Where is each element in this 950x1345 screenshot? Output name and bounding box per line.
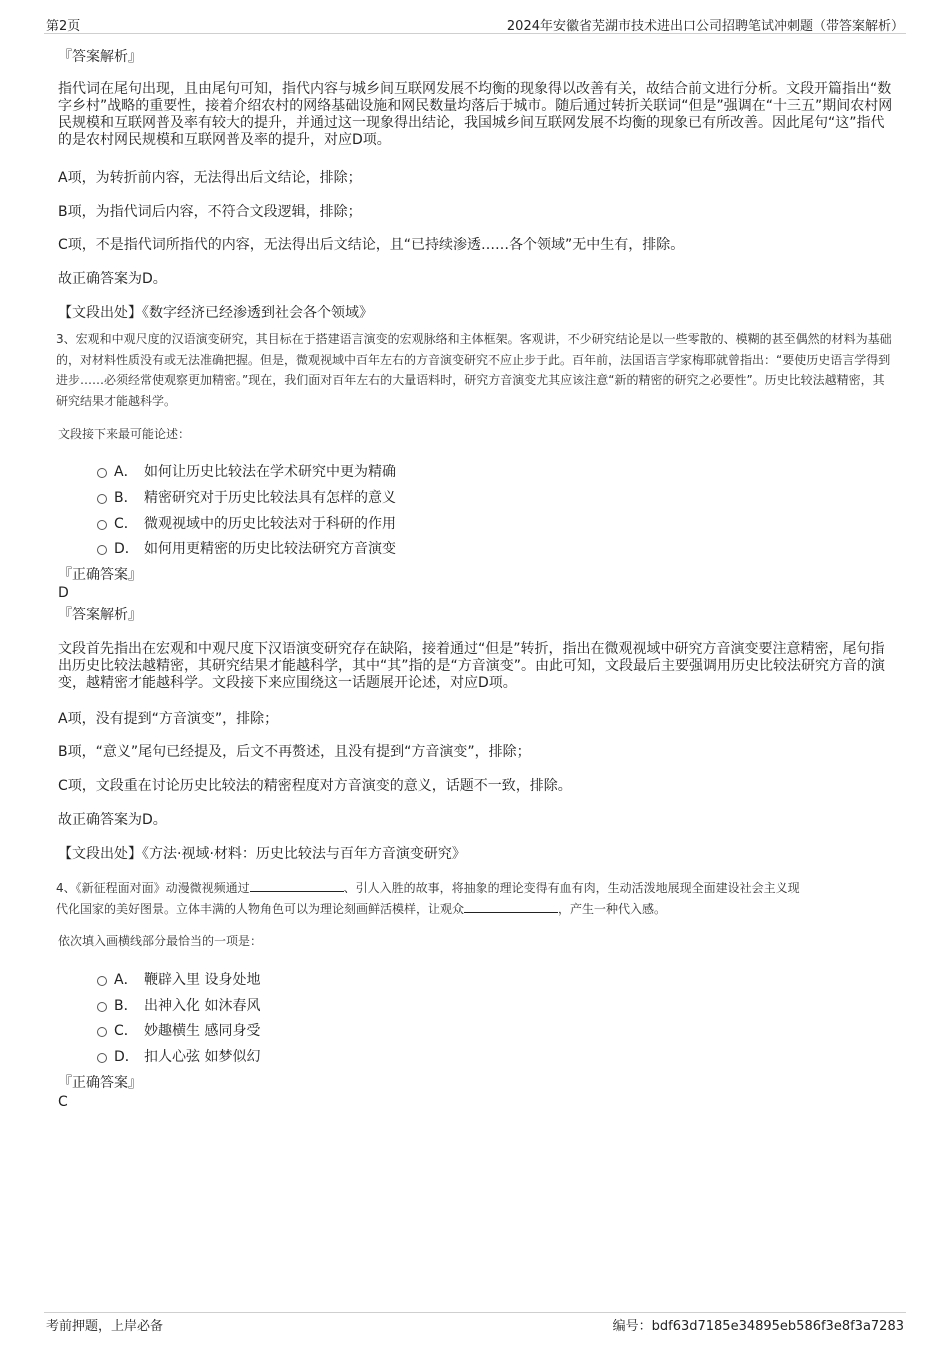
radio-icon[interactable] [97,1002,107,1012]
q3-item-b: B项，“意义”尾句已经提及，后文不再赘述，且没有提到“方音演变”，排除； [58,744,531,760]
q2-source: 【文段出处】《数字经济已经渗透到社会各个领域》 [58,305,373,321]
q3-option-a[interactable]: A． 如何让历史比较法在学术研究中更为精确 [97,461,396,481]
radio-icon[interactable] [97,976,107,986]
q4-option-a[interactable]: A． 鞭辟入里 设身处地 [97,969,260,989]
q3-stem: 3、宏观和中观尺度的汉语演变研究，其目标在于搭建语言演变的宏观脉络和主体框架。客观讲，不少研究结论是以一些零散的、模糊的甚至偶然的材料为基础的，对材料性质没有或无法准确把握。但是，微观视域中百年左右的方音演变研究不应止步于此。百年前，法国语言学家梅耶就曾指出：“要使历史语言学得到进步……必须经常使观察更加精密。”现在，我们面对百年左右的大量语料时，研究方音演变尤其应该注意“新的精密的研究之必要性”。历史比较法越精密，其研究结果才能越科学。 [56,332,892,408]
q3-answer: D [58,585,69,601]
q2-item-a: A项，为转折前内容，无法得出后文结论，排除； [58,170,362,186]
q3-answer-heading: 『正确答案』 [58,567,142,583]
footer-doc-id: 编号：bdf63d7185e34895eb586f3e8f3a7283 [612,1319,904,1334]
fill-blank-2[interactable] [464,900,558,913]
q2-item-b: B项，为指代词后内容，不符合文段逻辑，排除； [58,204,362,220]
footer-slogan: 考前押题，上岸必备 [46,1319,164,1334]
q2-analysis-text: 指代词在尾句出现，且由尾句可知，指代内容与城乡间互联网发展不均衡的现象得以改善有关，故结合前文进行分析。文段开篇指出“数字乡村”战略的重要性，接着介绍农村的网络基础设施和网民数量均落后于城市。随后通过转折关联词“但是”强调在“十三五”期间农村网民规模和互联网普及率有较大的提升，并通过这一现象得出结论，我国城乡间互联网发展不均衡的现象已有所改善。因此尾句“这”指代的是农村网民规模和互联网普及率的提升，对应D项。 [58,81,893,148]
page-header [44,13,906,34]
q4-stem: 4、《新征程面对面》动漫微视频通过 、引人入胜的故事，将抽象的理论变得有血有肉，生动活泼地展现全面建设社会主义现 代化国家的美好图景。立体丰满的人物角色可以为理论刻画鲜活模样，让观众 ，产生一种代入感。 [56,881,800,916]
q4-prompt: 依次填入画横线部分最恰当的一项是： [58,934,263,948]
radio-icon[interactable] [97,1053,107,1063]
q4-option-d[interactable]: D． 扣人心弦 如梦似幻 [97,1046,260,1066]
q4-answer-heading: 『正确答案』 [58,1075,142,1091]
q3-option-c[interactable]: C． 微观视域中的历史比较法对于科研的作用 [97,513,396,533]
q2-analysis-heading: 『答案解析』 [58,49,142,65]
q3-item-a: A项，没有提到“方音演变”，排除； [58,711,279,727]
q3-option-d[interactable]: D． 如何用更精密的历史比较法研究方音演变 [97,538,396,558]
page-footer [44,1312,906,1335]
radio-icon[interactable] [97,520,107,530]
q3-source: 【文段出处】《方法·视域·材料：历史比较法与百年方音演变研究》 [58,846,466,862]
q4-option-c[interactable]: C． 妙趣横生 感同身受 [97,1020,260,1040]
fill-blank-1[interactable] [250,879,344,892]
q3-option-b[interactable]: B． 精密研究对于历史比较法具有怎样的意义 [97,487,396,507]
document-title: 2024年安徽省芜湖市技术进出口公司招聘笔试冲刺题（带答案解析） [506,19,904,34]
q4-option-b[interactable]: B． 出神入化 如沐春风 [97,995,260,1015]
q3-analysis-heading: 『答案解析』 [58,607,142,623]
q3-conclusion: 故正确答案为D。 [58,812,167,828]
q2-item-c: C项，不是指代词所指代的内容，无法得出后文结论，且“已持续渗透……各个领域”无中生有，排除。 [58,237,685,253]
q3-item-c: C项，文段重在讨论历史比较法的精密程度对方音演变的意义，话题不一致，排除。 [58,778,572,794]
page-number: 第2页 [46,19,81,34]
radio-icon[interactable] [97,1027,107,1037]
radio-icon[interactable] [97,545,107,555]
q4-answer: C [58,1094,68,1110]
radio-icon[interactable] [97,494,107,504]
radio-icon[interactable] [97,468,107,478]
q2-conclusion: 故正确答案为D。 [58,271,167,287]
q3-prompt: 文段接下来最可能论述： [58,427,191,441]
q3-analysis-text: 文段首先指出在宏观和中观尺度下汉语演变研究存在缺陷，接着通过“但是”转折，指出在微观视域中研究方音演变要注意精密，尾句指出历史比较法越精密，其研究结果才能越科学，其中“其”指的是“方音演变”。由此可知，文段最后主要强调用历史比较法研究方音的演变，越精密才能越科学。文段接下来应围绕这一话题展开论述，对应D项。 [58,641,886,691]
